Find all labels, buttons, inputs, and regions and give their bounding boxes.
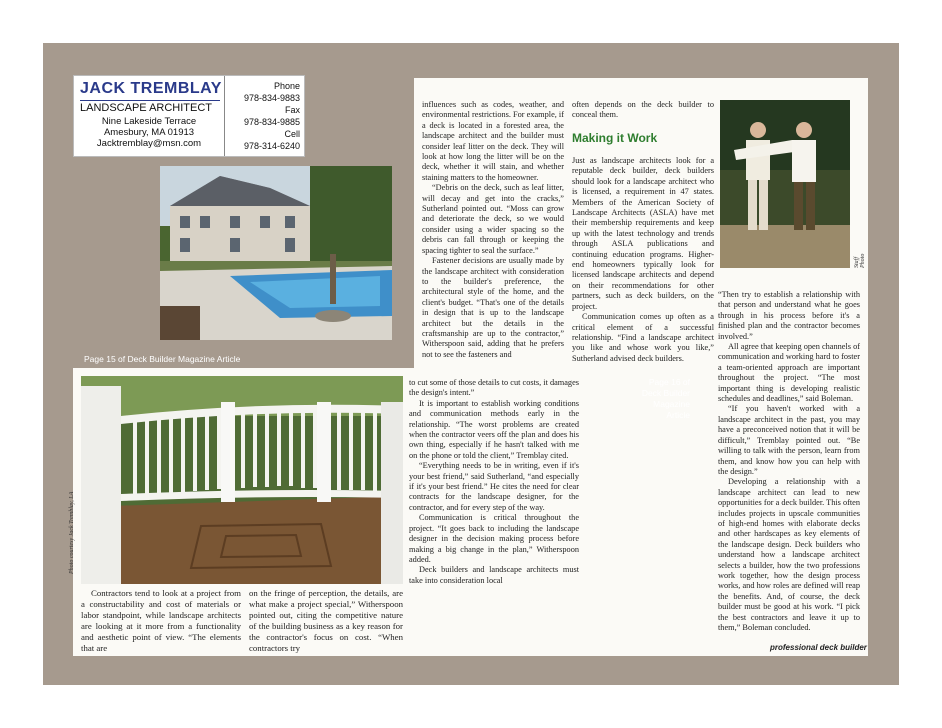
card-address-line2: Amesbury, MA 01913 <box>103 127 195 138</box>
page15-bottom-column-2 <box>249 588 403 653</box>
magazine-footer: professional deck builder <box>770 643 867 652</box>
paragraph: Communication is critical throughout the project. “It goes back to including the landscape designer in the decision making process before making a big change in the plan,” Witherspoon added. <box>409 513 579 564</box>
paragraph: on the fringe of perception, the details, are what make a project special,” Witherspoon pointed out, citing the competitive nature of the building business as a key reason for the contractor's focus on cost. “When contractors try <box>249 588 403 653</box>
card-email: Jacktremblay@msn.com <box>96 138 202 149</box>
paragraph: Developing a relationship with a landscape architect can lead to new opportunities for a deck builder. This often includes projects in upscale communities of high-end homes with elaborate decks and other hardscapes as key elements of the landscape design. Deck builders who understand how a landscape architect selects a builder, how the two professions work together, how the design process works, and how roles are defined will reap the benefits. And, of course, the deck builder must be good at his work. “I pick the best contractors and leave it up to them,” Boleman concluded. <box>718 477 861 632</box>
paragraph: “Everything needs to be in writing, even if it's your best friend,” said Sutherland, “and especially if it's your best friend.” He cites the need for clear contracts for the landscape designer, for the contractor, and for every step of the way. <box>409 461 579 512</box>
card-cell-label: Cell <box>284 129 300 139</box>
card-fax-label: Fax <box>284 105 300 115</box>
business-card <box>73 75 305 157</box>
paragraph: It is important to establish working conditions and communication methods early in the relationship. “The worst problems are created when the contractor veers off the plan and does his own thing, especially if he hasn't talked with me on the phone or told the client,” Tremblay cited. <box>409 398 579 460</box>
tremblay-photo-credit: Photo courtesy Jack Tremblay, LA <box>69 491 75 574</box>
paragraph: often depends on the deck builder to conceal them. <box>572 100 714 120</box>
page16-caption: Page 16 of Deck Builder Magazine Article <box>641 377 690 420</box>
paragraph: Fastener decisions are usually made by the landscape architect with consideration to the builder's preference, the architectural style of the home, and the client's budget. “That's one of the details in design that is up to the landscape architect but the details in the craftsmanship are up to the contractor,” Witherspoon said, adding that he prefers not to see the fasteners and <box>422 256 564 359</box>
paragraph: “If you haven't worked with a landscape architect in the past, you may have a preconceived notion that it will be difficult,” Tremblay pointed out. “Be willing to talk with the person, learn from them, and know how you can help with the design.” <box>718 404 860 476</box>
page16-column-2-top <box>572 100 714 122</box>
paragraph: “Debris on the deck, such as leaf litter, will decay and get into the cracks,” Sutherland pointed out. “Moss can grow and deteriorate the deck, so we would consider using a wider spacing so the debris can fall through or keeping the spacing tighter to seal the surface.” <box>422 183 564 255</box>
paragraph: to cut some of those details to cut costs, it damages the design's intent.” <box>409 378 579 398</box>
deck-railing-illustration <box>81 376 403 584</box>
page15-caption: Page 15 of Deck Builder Magazine Article <box>84 354 241 364</box>
card-address-line1: Nine Lakeside Terrace <box>101 116 197 127</box>
paragraph: Deck builders and landscape architects must take into consideration local <box>409 565 579 585</box>
magazine-page-15 <box>69 368 588 656</box>
page15-bottom-column-1 <box>81 588 241 653</box>
two-men-photo <box>720 100 850 268</box>
two-men-illustration <box>720 100 850 268</box>
business-card-left <box>74 76 225 156</box>
page15-right-column <box>409 378 579 588</box>
paragraph: “Then try to establish a relationship with that person and understand what he goes through in his process before it's a finished plan and the contractor becomes involved.” <box>718 290 860 341</box>
card-phone-label: Phone <box>273 81 300 91</box>
house-pool-illustration <box>160 166 392 340</box>
house-pool-photo <box>160 166 392 340</box>
paragraph: Contractors tend to look at a project from a constructability and cost of materials or labor standpoint, while landscape architects are looking at it more from a functionality and aesthetic point of view. “The elements that are <box>81 588 241 653</box>
card-cell: 978-314-6240 <box>243 141 300 151</box>
paragraph: influences such as codes, weather, and environmental restrictions. For example, if a deck is located in a forested area, the landscape architect and the builder must consider leaf litter on the deck. They will look at how long the litter will be on the deck, whether it will stain, and whether staining matters to the homeowner. <box>422 100 564 182</box>
card-name: JACK TREMBLAY <box>80 80 222 97</box>
paragraph: Communication comes up often as a critical element of a successful relationship. “Find a landscape architect you like and whose work you like,” Sutherland advised deck builders. <box>572 312 714 363</box>
page16-column-2 <box>572 156 714 363</box>
card-title: LANDSCAPE ARCHITECT <box>80 100 220 114</box>
card-fax: 978-834-9885 <box>243 117 300 127</box>
business-card-right <box>226 80 300 152</box>
paragraph: Just as landscape architects look for a reputable deck builder, deck builders should look for a landscape architect who is licensed, a requirement in 47 states. Members of the American Society of Landscape Architects (ASLA) have met their membership requirements and keep up with the latest technology and trends through ASLA publications and continuing education programs. Higher-end homeowners typically look for licensed landscape architects and depend on their recommendations for other partners, such as deck builders, on the project. <box>572 156 714 311</box>
paragraph: All agree that keeping open channels of communication and working hard to foster a team-oriented approach are important throughout the project. “The most important thing is developing realistic schedules and deadlines,” said Boleman. <box>718 342 860 404</box>
page16-column-1 <box>422 100 564 366</box>
staff-photo-credit: Staff Photo <box>854 253 866 268</box>
deck-railing-photo <box>81 376 403 584</box>
making-it-work-heading: Making it Work <box>572 131 658 145</box>
page16-column-3 <box>718 290 860 636</box>
card-phone: 978-834-9883 <box>243 93 300 103</box>
